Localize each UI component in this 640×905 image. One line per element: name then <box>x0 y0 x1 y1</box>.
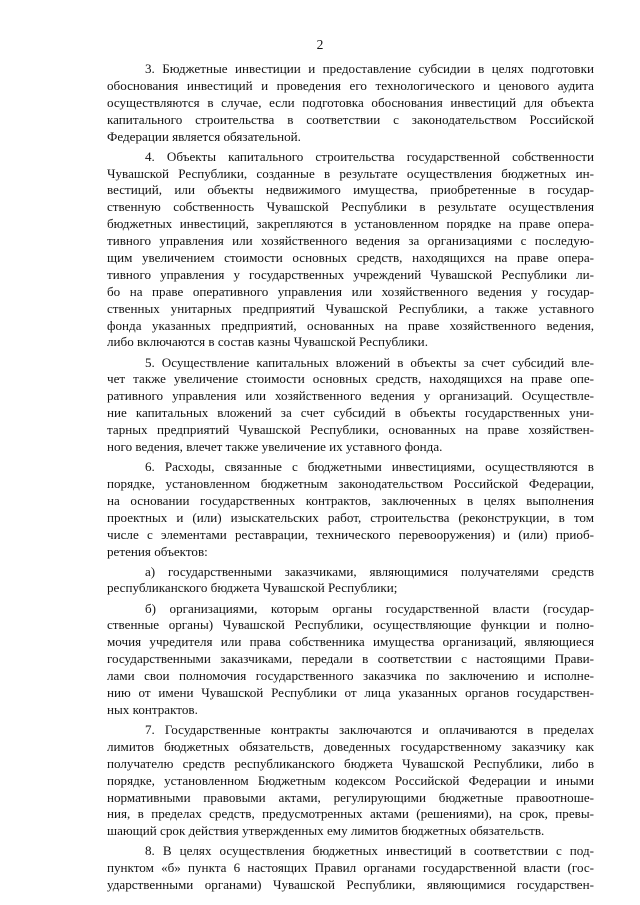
paragraph <box>107 843 594 894</box>
text-line: ния, в пределах средств, предусмотренных актами (решениями), на срок, превы- <box>107 806 594 822</box>
text-line: б) организациями, которым органы государственной власти (государ- <box>145 600 594 616</box>
text-line: вестиций, или объекты недвижимого имущества, приобретенные в государ- <box>107 182 594 198</box>
text-line: получателю средств республиканского бюджета Чувашской Республики, либо в <box>107 755 594 771</box>
text-line: тарных предприятий Чувашской Республики, основанных на праве хозяйствен- <box>107 422 594 438</box>
text-line: 8. В целях осуществления бюджетных инвестиций в соответствии с под- <box>145 843 594 859</box>
text-line: ных контрактов. <box>107 701 198 717</box>
text-line: государственными заказчиками, передали в соответствии с настоящими Прави- <box>107 651 594 667</box>
text-line: лимитов бюджетных обязательств, доведенных государственному заказчику как <box>107 738 594 754</box>
text-line: 3. Бюджетные инвестиции и предоставление субсидии в целях подготовки <box>145 61 594 76</box>
text-line: республиканского бюджета Чувашской Республики; <box>107 580 398 596</box>
paragraph <box>107 459 594 560</box>
text-line: либо включаются в состав казны Чувашской Республики. <box>107 334 428 350</box>
paragraph <box>107 61 594 145</box>
text-line: бо на праве оперативного управления или хозяйственного ведения у государ- <box>107 283 594 299</box>
text-line: шающий срок действия утвержденных ему лимитов бюджетных обязательств. <box>107 823 545 839</box>
text-line: ние капитальных вложений за счет субсидий в объекты государственных уни- <box>107 405 594 421</box>
text-line: ственных унитарных предприятий Чувашской Республики, а также уставного <box>107 300 594 316</box>
text-line: нию от имени Чувашской Республики от лица указанных органов государствен- <box>107 685 594 700</box>
text-line: бюджетных инвестиций, закрепляются в установленном порядке на праве опера- <box>107 216 594 232</box>
text-line: чет также увеличение стоимости основных средств, находящихся на праве опе- <box>107 371 594 387</box>
text-line: капитального строительства в соответствии с законодательством Российской <box>107 111 594 127</box>
text-line: осуществляются в случае, если подготовка обоснования инвестиций для объекта <box>107 94 594 110</box>
text-line: а) государственными заказчиками, являющимися получателями средств <box>145 563 594 579</box>
text-line: мочия учредителя или права собственника имущества организаций, являющиеся <box>107 634 594 650</box>
text-line: фонда указанных предприятий, основанных на праве хозяйственного ведения, <box>107 317 594 333</box>
text-line: Чувашской Республики, созданные в результате осуществления бюджетных ин- <box>107 165 594 181</box>
text-line: ративного управления или хозяйственного ведения у организаций. Осуществле- <box>107 388 594 404</box>
text-line: пунктом «б» пункта 6 настоящих Правил органами государственной власти (гос- <box>107 860 594 876</box>
text-line: Федерации является обязательной. <box>107 128 301 144</box>
paragraph <box>107 601 594 719</box>
text-line: лами свои полномочия государственного заказчика по заключению и исполне- <box>107 668 594 684</box>
text-line: 5. Осуществление капитальных вложений в объекты за счет субсидий вле- <box>145 354 594 370</box>
text-line: 4. Объекты капитального строительства государственной собственности <box>145 148 594 164</box>
text-line: тивного управления у государственных учреждений Чувашской Республики ли- <box>107 266 594 282</box>
text-line: порядке, установленном бюджетным законодательством Российской Федерации, <box>107 475 594 491</box>
text-line: на основании государственных контрактов, заключенных в целях выполнения <box>107 492 594 508</box>
text-line: ного ведения, влечет также увеличение их уставного фонда. <box>107 438 443 454</box>
text-line: 6. Расходы, связанные с бюджетными инвестициями, осуществляются в <box>145 459 594 475</box>
document-body <box>107 61 594 897</box>
text-line: нормативными правовыми актами, регулирующими бюджетные правоотноше- <box>107 789 594 805</box>
paragraph <box>107 355 594 456</box>
text-line: порядке, установленном Бюджетным кодексом Российской Федерации и иными <box>107 772 594 788</box>
text-line: ретения объектов: <box>107 543 208 559</box>
text-line: обоснования инвестиций и проведения его технологического и ценового аудита <box>107 77 594 93</box>
page-number: 2 <box>316 37 324 52</box>
text-line: ударственными органами) Чувашской Республики, являющимися государствен- <box>107 877 594 893</box>
paragraph <box>107 149 594 352</box>
text-line: ственную собственность Чувашской Республики в результате осуществления <box>107 199 594 215</box>
text-line: ственные органы) Чувашской Республики, осуществляющие функции и полно- <box>107 617 594 633</box>
paragraph <box>107 564 594 598</box>
text-line: щим увеличением стоимости основных средств, находящихся на праве опера- <box>107 249 594 265</box>
text-line: тивного управления или хозяйственного ведения за организациями с последую- <box>107 233 594 249</box>
text-line: числе с элементами реставрации, технического перевооружения) и (или) приоб- <box>107 526 594 542</box>
text-line: 7. Государственные контракты заключаются и оплачиваются в пределах <box>145 721 594 737</box>
paragraph <box>107 722 594 840</box>
text-line: проектных и (или) изыскательских работ, строительства (реконструкции, в том <box>107 509 594 525</box>
